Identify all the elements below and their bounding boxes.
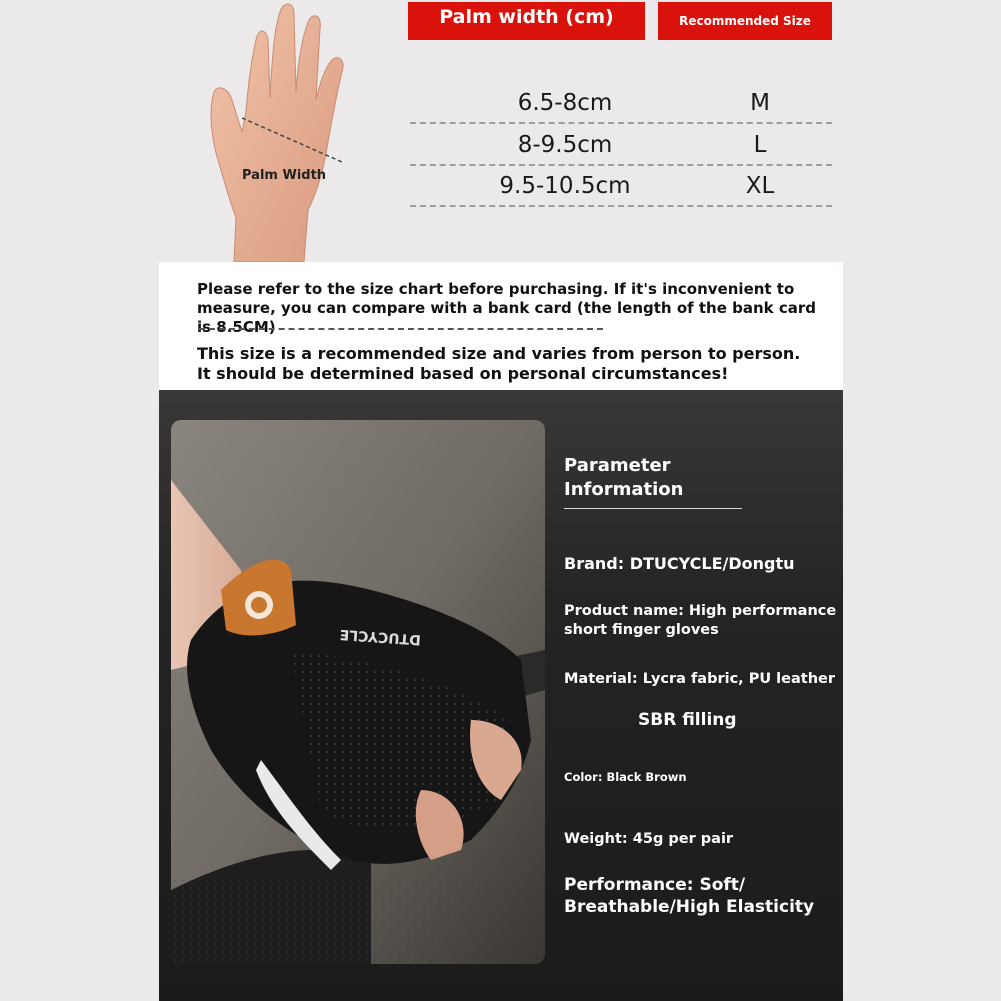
param-title [564, 454, 683, 502]
product-name-line2: short finger gloves [564, 622, 719, 638]
recommended-size-header: Recommended Size [658, 2, 832, 40]
brand-text: Brand: DTUCYCLE/Dongtu [564, 554, 795, 573]
palm-width-header: Palm width (cm) [408, 2, 645, 40]
material-line1: Material: Lycra fabric, PU leather [564, 671, 836, 687]
recommendation-note: This size is a recommended size and varies from person to person. It should be determined based on personal circumstances! [197, 344, 801, 383]
palm-range: 6.5-8cm [517, 90, 613, 116]
color-text: Color: Black Brown [564, 770, 687, 784]
row-divider [410, 122, 832, 124]
size-row [410, 84, 832, 124]
row-divider [410, 164, 832, 166]
palm-width-label: Palm Width [242, 168, 327, 183]
param-title-line2: Information [564, 479, 684, 500]
size-row [410, 167, 832, 207]
measure-note: Please refer to the size chart before purchasing. If it's inconvenient to measure, you can compare with a bank card (the length of the bank card is 8.5CM) [197, 280, 817, 336]
glove-photo [171, 420, 545, 964]
material-line2: SBR filling [638, 710, 737, 730]
note-divider [199, 328, 603, 330]
glove-image [171, 420, 545, 964]
size-value: M [750, 90, 770, 116]
glove-logo-text: DTUCYCLE [339, 625, 422, 648]
param-divider [564, 508, 742, 509]
size-value: XL [745, 173, 775, 199]
hand-icon [200, 0, 360, 262]
product-name-line1: Product name: High performance [564, 603, 837, 619]
hand-illustration [200, 0, 360, 262]
performance-line1: Performance: Soft/ [564, 875, 746, 895]
param-title-line1: Parameter [564, 455, 671, 476]
row-divider [410, 205, 832, 207]
palm-range: 9.5-10.5cm [499, 173, 631, 199]
size-row [410, 126, 832, 166]
product-panel [159, 390, 843, 1001]
palm-range: 8-9.5cm [517, 132, 613, 158]
sizing-note [159, 262, 843, 390]
size-value: L [753, 132, 767, 158]
weight-text: Weight: 45g per pair [564, 831, 734, 847]
performance-line2: Breathable/High Elasticity [564, 897, 815, 917]
